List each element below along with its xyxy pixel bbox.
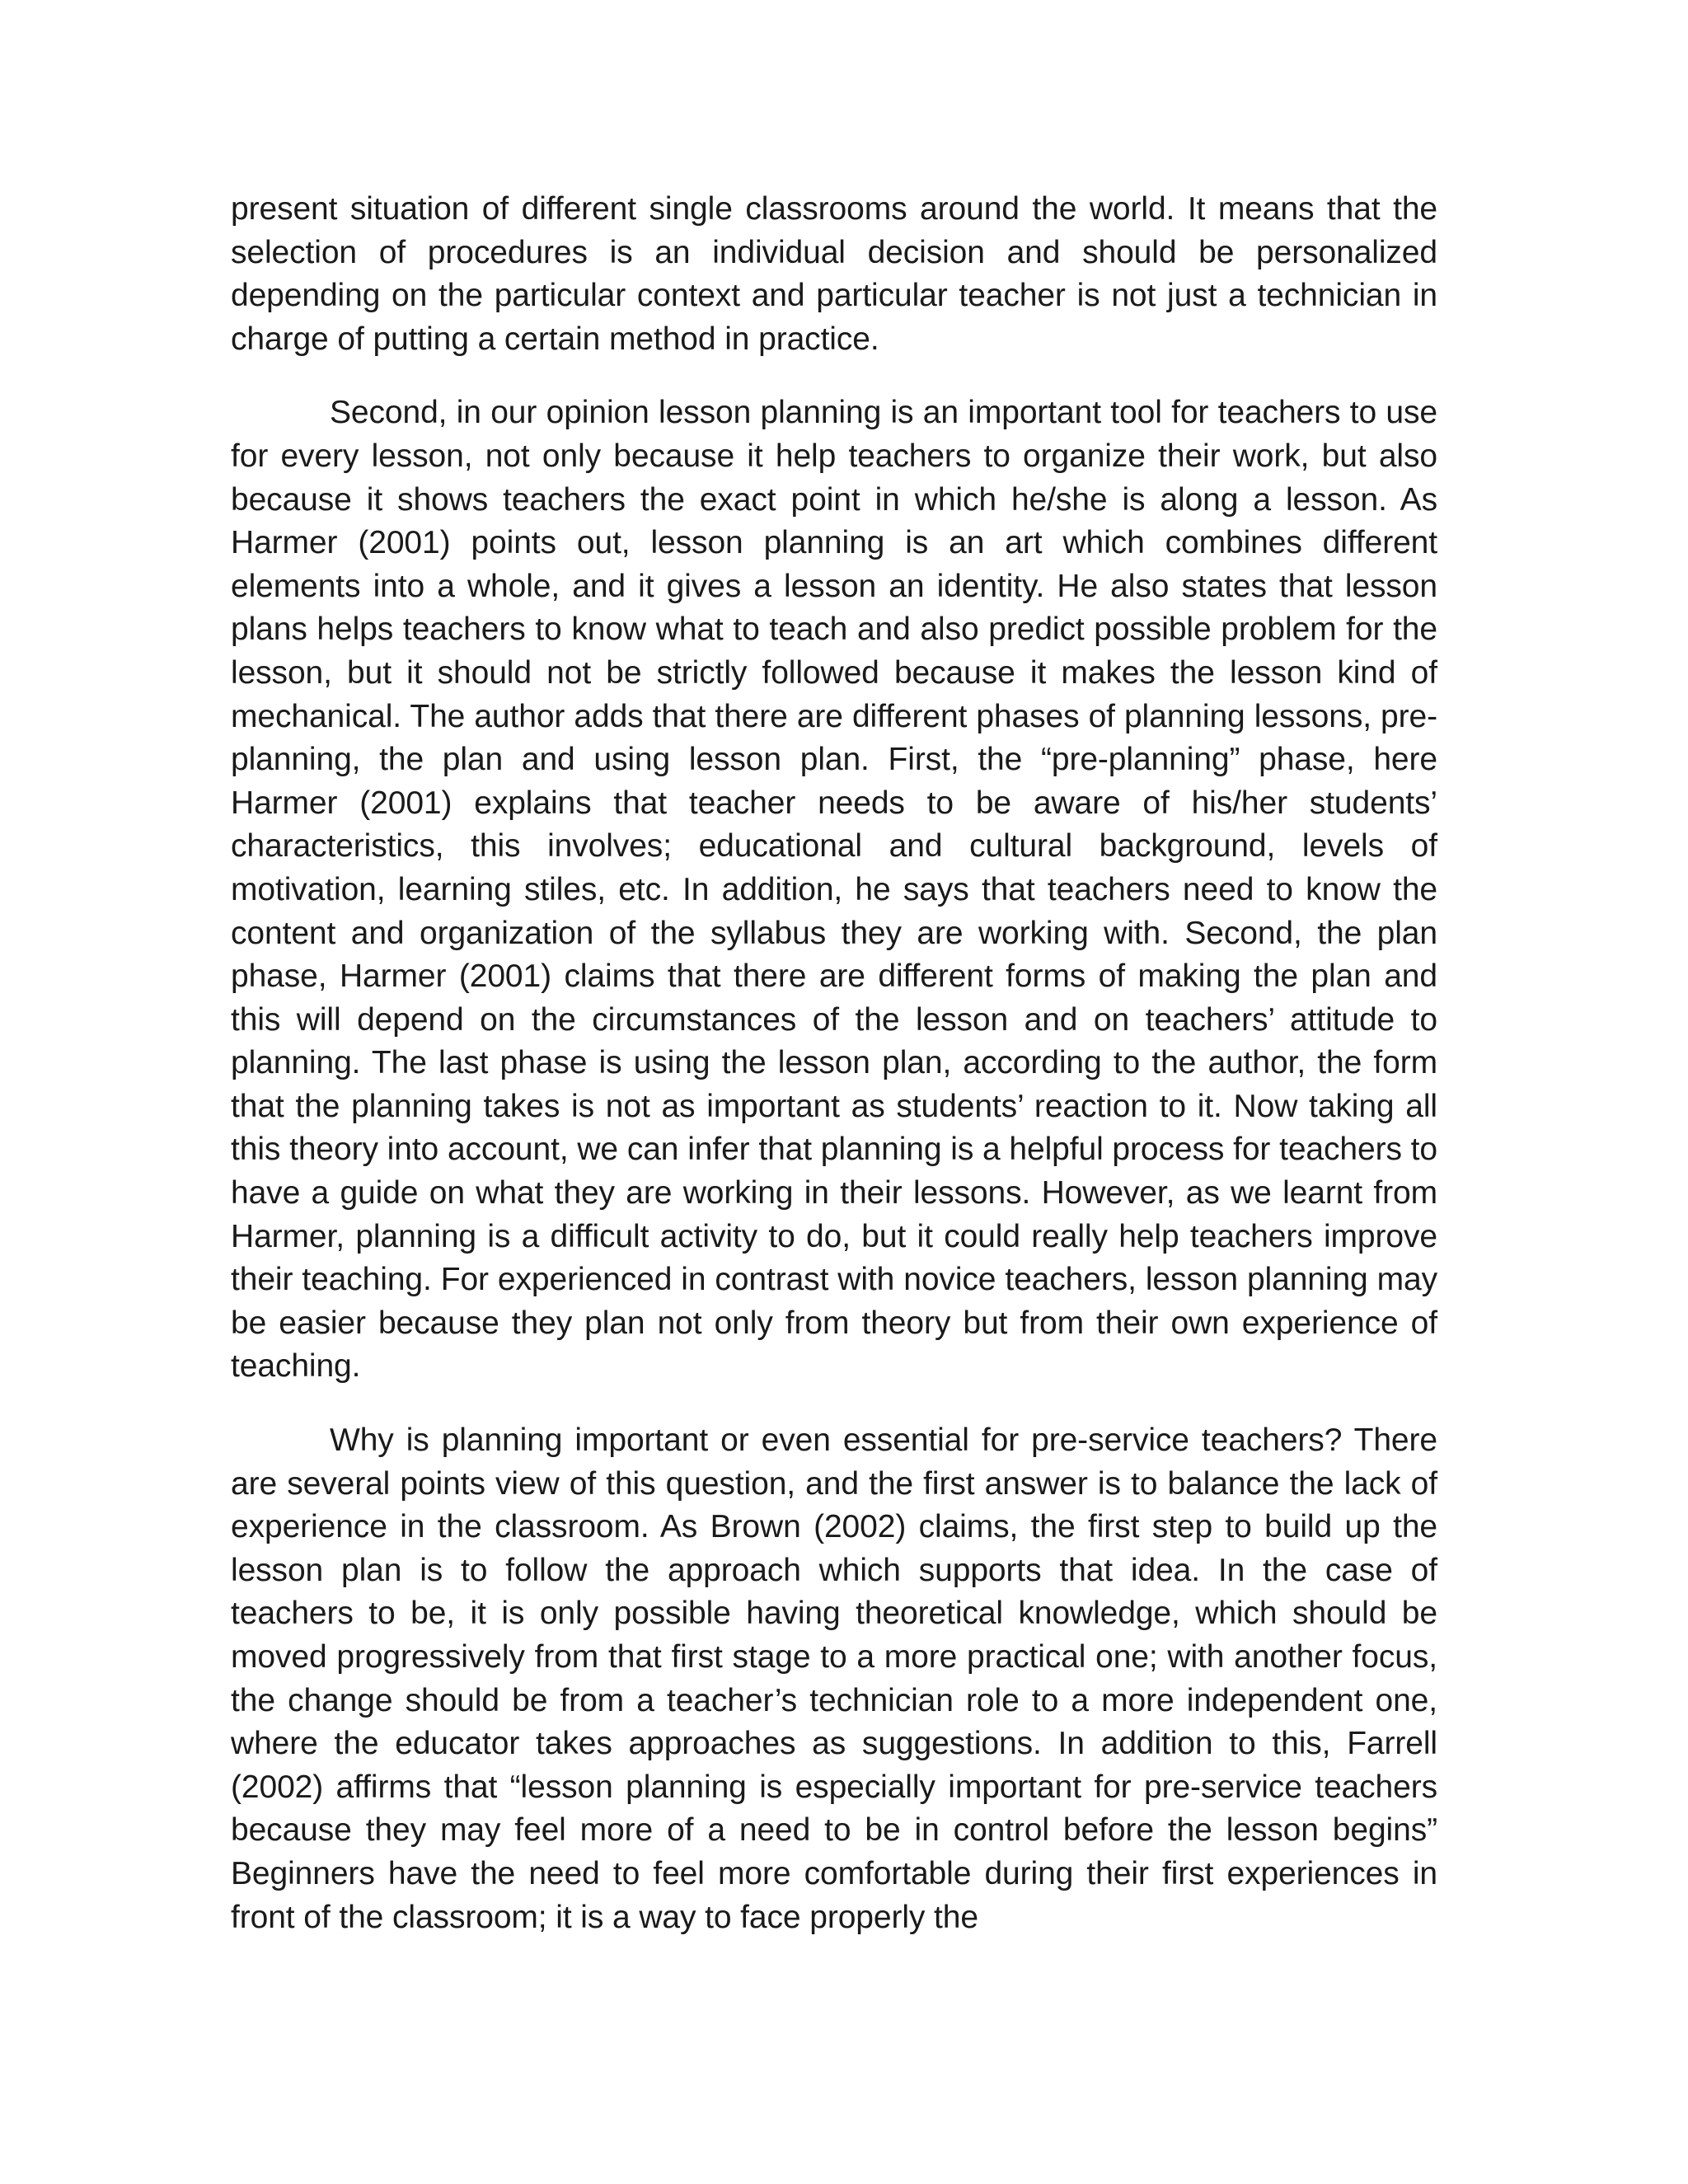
body-text <box>231 188 1437 1970</box>
paragraph-pre-service-teachers: Why is planning important or even essential for pre-service teachers? There are several points view of this question, and the first answer is to balance the lack of experience in the classroom. As Brown (2002) claims, the first step to build up the lesson plan is to follow the approach which supports that idea. In the case of teachers to be, it is only possible having theoretical knowledge, which should be moved progressively from that first stage to a more practical one; with another focus, the change should be from a teacher’s technician role to a more independent one, where the educator takes approaches as suggestions. In addition to this, Farrell (2002) affirms that “lesson planning is especially important for pre-service teachers because they may feel more of a need to be in control before the lesson begins” Beginners have the need to feel more comfortable during their first experiences in front of the classroom; it is a way to face properly the <box>231 1422 1437 1935</box>
paragraph-lesson-planning-tool: Second, in our opinion lesson planning is an important tool for teachers to use for every lesson, not only because it help teachers to organize their work, but also because it shows teachers the exact point in which he/she is along a lesson. As Harmer (2001) points out, lesson planning is an art which combines different elements into a whole, and it gives a lesson an identity. He also states that lesson plans helps teachers to know what to teach and also predict possible problem for the lesson, but it should not be strictly followed because it makes the lesson kind of mechanical. The author adds that there are different phases of planning lessons, pre-planning, the plan and using lesson plan. First, the “pre-planning” phase, here Harmer (2001) explains that teacher needs to be aware of his/her students’ characteristics, this involves; educational and cultural background, levels of motivation, learning stiles, etc. In addition, he says that teachers need to know the content and organization of the syllabus they are working with. Second, the plan phase, Harmer (2001) claims that there are different forms of making the plan and this will depend on the circumstances of the lesson and on teachers’ attitude to planning. The last phase is using the lesson plan, according to the author, the form that the planning takes is not as important as students’ reaction to it. Now taking all this theory into account, we can infer that planning is a helpful process for teachers to have a guide on what they are working in their lessons. However, as we learnt from Harmer, planning is a difficult activity to do, but it could really help teachers improve their teaching. For experienced in contrast with novice teachers, lesson planning may be easier because they plan not only from theory but from their own experience of teaching. <box>231 395 1437 1385</box>
paragraph-continued: present situation of different single classrooms around the world. It means that the selection of procedures is an individual decision and should be personalized depending on the particular context and particular teacher is not just a technician in charge of putting a certain method in practice. <box>231 191 1437 357</box>
